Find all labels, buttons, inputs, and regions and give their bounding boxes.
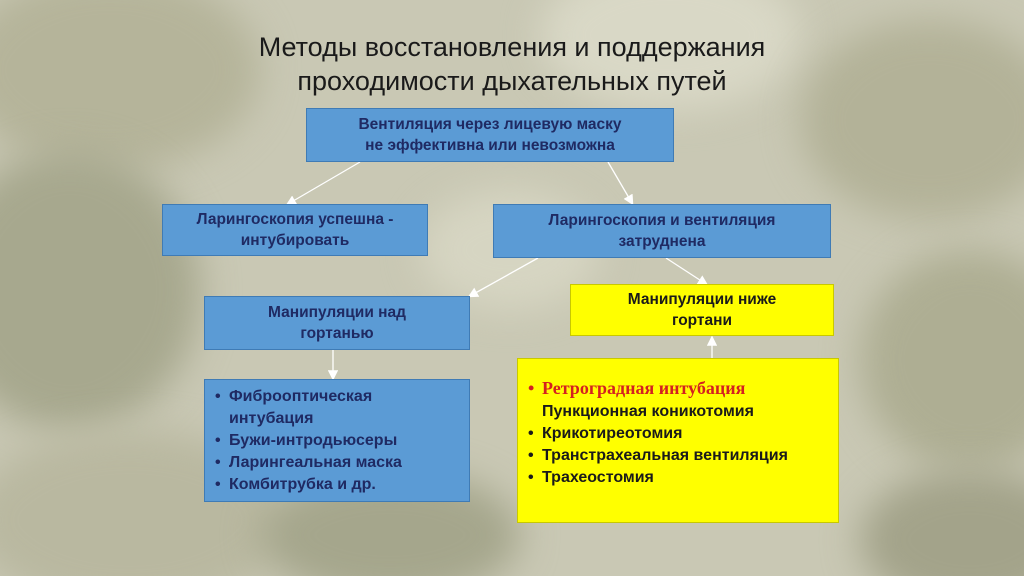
list-item: • Транстрахеальная вентиляция xyxy=(526,445,828,467)
node-below-line-1: Манипуляции ниже xyxy=(627,291,777,308)
list-item: • Бужи-интродьюсеры xyxy=(213,430,459,452)
list-item: • Трахеостомия xyxy=(526,467,828,489)
node-mask-ventilation-failed xyxy=(306,108,674,162)
list-item: • Фиброоптическая интубация xyxy=(213,386,459,430)
list-item-plain: Пункционная коникотомия xyxy=(542,403,754,420)
node-below-larynx xyxy=(570,284,834,336)
arrow-top-to-left xyxy=(288,162,360,204)
list-item: • Комбитрубка и др. xyxy=(213,474,459,496)
node-below-line-2: гортани xyxy=(671,312,733,329)
arrow-right-to-above xyxy=(470,258,538,296)
list-item-accent: • Ретроградная интубация xyxy=(526,377,828,399)
above-larynx-methods-list xyxy=(204,379,470,502)
list-item: • Крикотиреотомия xyxy=(526,423,828,445)
title-line-2: проходимости дыхательных путей xyxy=(297,66,727,96)
node-top-line-1: Вентиляция через лицевую маску xyxy=(358,116,622,133)
node-above-line-2: гортанью xyxy=(300,325,374,342)
node-laryngoscopy-difficult xyxy=(493,204,831,258)
node-left-line-1: Ларингоскопия успешна - xyxy=(196,211,394,228)
list-item: • Ларингеальная маска xyxy=(213,452,459,474)
below-larynx-methods-list xyxy=(517,358,839,523)
node-left-line-2: интубировать xyxy=(240,232,350,249)
node-right-line-1: Ларингоскопия и вентиляция xyxy=(548,212,776,229)
node-above-larynx xyxy=(204,296,470,350)
arrow-right-to-below xyxy=(666,258,706,284)
node-laryngoscopy-success xyxy=(162,204,428,256)
title-line-1: Методы восстановления и поддержания xyxy=(258,32,766,62)
node-above-line-1: Манипуляции над xyxy=(268,304,406,321)
node-top-line-2: не эффективна или невозможна xyxy=(365,137,615,154)
node-right-line-2: затруднена xyxy=(618,233,706,250)
arrow-top-to-right xyxy=(608,162,632,203)
